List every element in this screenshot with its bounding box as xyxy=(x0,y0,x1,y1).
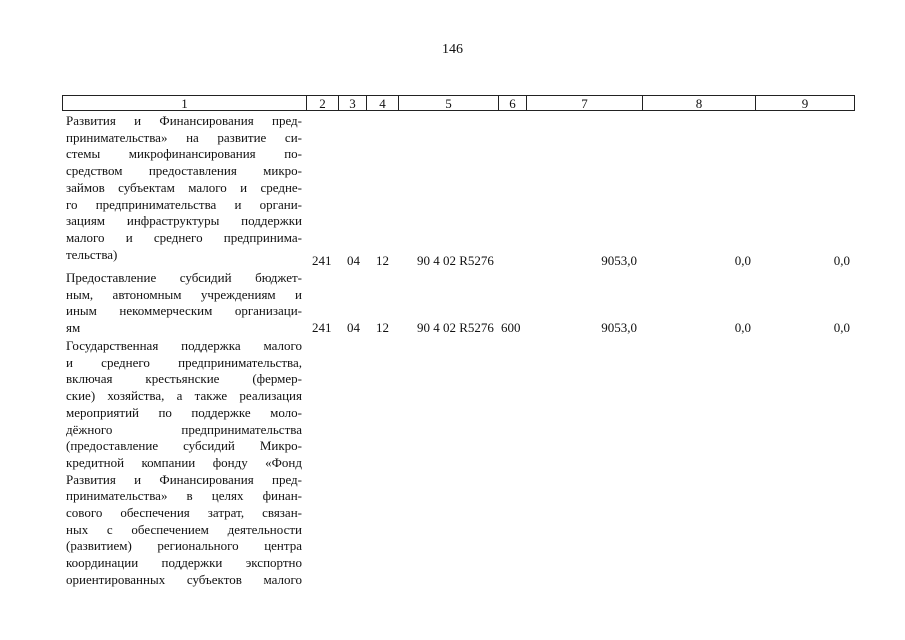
desc-line: стемы микрофинансирования по- xyxy=(66,146,302,162)
cell-col-6: 600 xyxy=(501,320,521,335)
desc-line: тельства) xyxy=(66,246,118,262)
cell-col-3: 04 xyxy=(347,320,360,335)
desc-line: Развития и Финансирования пред- xyxy=(66,113,302,128)
cell-col-4: 12 xyxy=(376,253,389,268)
cell-col-5: 90 4 02 R5276 xyxy=(417,320,494,335)
desc-line: займов субъектам малого и средне- xyxy=(66,179,302,195)
row-description xyxy=(66,113,302,263)
cell-col-9: 0,0 xyxy=(833,253,850,268)
desc-line: принимательства» в целях финан- xyxy=(66,488,302,504)
desc-line: Государственная поддержка малого xyxy=(66,338,302,353)
header-col-6: 6 xyxy=(498,95,527,111)
header-col-9: 9 xyxy=(755,95,855,111)
desc-line: координации поддержки экспортно xyxy=(66,555,302,571)
desc-line: принимательства» на развитие си- xyxy=(66,129,302,145)
cell-col-8: 0,0 xyxy=(734,320,751,335)
cell-col-7: 9053,0 xyxy=(601,320,637,335)
table-header xyxy=(62,95,855,113)
row-description xyxy=(66,338,302,589)
desc-line: Предоставление субсидий бюджет- xyxy=(66,270,302,285)
desc-line: ных с обеспечением деятельности xyxy=(66,521,302,537)
cell-col-7: 9053,0 xyxy=(601,253,637,268)
cell-col-9: 0,0 xyxy=(833,320,850,335)
cell-col-5: 90 4 02 R5276 xyxy=(417,253,494,268)
desc-line: мероприятий по поддержке моло- xyxy=(66,404,302,420)
cell-col-2: 241 xyxy=(312,253,332,268)
cell-col-4: 12 xyxy=(376,320,389,335)
desc-line: го предпринимательства и органи- xyxy=(66,196,302,212)
desc-line: Развития и Финансирования пред- xyxy=(66,471,302,487)
desc-line: (предоставление субсидий Микро- xyxy=(66,438,302,454)
desc-line: ным, автономным учреждениям и xyxy=(66,286,302,302)
header-col-4: 4 xyxy=(366,95,399,111)
page-number: 146 xyxy=(442,42,463,57)
header-col-5: 5 xyxy=(398,95,499,111)
header-col-1: 1 xyxy=(62,95,307,111)
desc-line: и среднего предпринимательства, xyxy=(66,354,302,370)
header-col-8: 8 xyxy=(642,95,756,111)
row-description xyxy=(66,270,302,337)
desc-line: включая крестьянские (фермер- xyxy=(66,371,302,387)
desc-line: средством предоставления микро- xyxy=(66,163,302,179)
desc-line: (развитием) регионального центра xyxy=(66,538,302,554)
header-col-2: 2 xyxy=(306,95,339,111)
header-col-7: 7 xyxy=(526,95,643,111)
desc-line: ориентированных субъектов малого xyxy=(66,571,302,587)
desc-line: дёжного предпринимательства xyxy=(66,421,302,437)
desc-line: сового обеспечения затрат, связан- xyxy=(66,505,302,521)
desc-line: иным некоммерческим организаци- xyxy=(66,303,302,319)
desc-line: малого и среднего предпринима- xyxy=(66,229,302,245)
desc-line: ские) хозяйства, а также реализация xyxy=(66,388,302,404)
desc-line: ям xyxy=(66,320,81,336)
cell-col-3: 04 xyxy=(347,253,360,268)
header-col-3: 3 xyxy=(338,95,367,111)
cell-col-8: 0,0 xyxy=(734,253,751,268)
desc-line: кредитной компании фонду «Фонд xyxy=(66,454,302,470)
cell-col-2: 241 xyxy=(312,320,332,335)
desc-line: зациям инфраструктуры поддержки xyxy=(66,213,302,229)
